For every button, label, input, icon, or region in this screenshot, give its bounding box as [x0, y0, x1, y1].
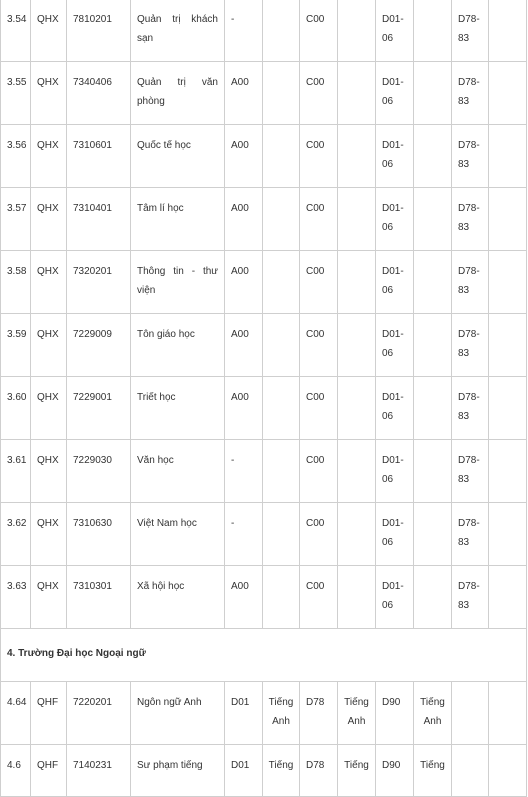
table-row — [1, 125, 527, 188]
combo-4-cell: D78-83 — [452, 440, 489, 503]
combo-3-cell: D90 — [376, 682, 414, 745]
major-name-cell: Việt Nam học — [131, 503, 225, 566]
combo-4-cell: D78-83 — [452, 377, 489, 440]
combo-2-cell: C00 — [300, 377, 338, 440]
combo-2-subject-cell — [338, 566, 376, 629]
major-code-cell: 7310601 — [67, 125, 131, 188]
combo-1-cell: A00 — [225, 251, 263, 314]
combo-2-cell: C00 — [300, 188, 338, 251]
empty-cell — [489, 188, 527, 251]
combo-3-cell: D01-06 — [376, 188, 414, 251]
empty-cell — [489, 566, 527, 629]
unit-cell: QHX — [31, 314, 67, 377]
combo-3-cell: D90 — [376, 745, 414, 797]
combo-3-subject-cell — [414, 440, 452, 503]
major-code-cell: 7229009 — [67, 314, 131, 377]
table-body-section — [1, 629, 527, 682]
combo-1-cell: A00 — [225, 62, 263, 125]
stt-cell: 3.59 — [1, 314, 31, 377]
combo-1-subject-cell — [263, 62, 300, 125]
combo-1-cell: D01 — [225, 682, 263, 745]
combo-2-cell: C00 — [300, 0, 338, 62]
stt-cell: 3.61 — [1, 440, 31, 503]
combo-3-subject-cell — [414, 0, 452, 62]
combo-1-cell: A00 — [225, 566, 263, 629]
table-row — [1, 314, 527, 377]
table-row — [1, 188, 527, 251]
combo-2-subject-cell — [338, 314, 376, 377]
unit-cell: QHX — [31, 503, 67, 566]
combo-3-subject-cell — [414, 503, 452, 566]
combo-1-subject-cell — [263, 251, 300, 314]
combo-2-cell: D78 — [300, 745, 338, 797]
unit-cell: QHX — [31, 0, 67, 62]
stt-cell: 3.55 — [1, 62, 31, 125]
combo-1-subject-cell — [263, 503, 300, 566]
combo-3-subject-cell — [414, 62, 452, 125]
empty-cell — [489, 682, 527, 745]
combo-3-cell: D01-06 — [376, 314, 414, 377]
combo-1-subject-cell — [263, 440, 300, 503]
combo-4-cell: D78-83 — [452, 314, 489, 377]
combo-3-cell: D01-06 — [376, 125, 414, 188]
stt-cell: 3.62 — [1, 503, 31, 566]
empty-cell — [489, 314, 527, 377]
unit-cell: QHX — [31, 377, 67, 440]
empty-cell — [489, 377, 527, 440]
combo-1-cell: - — [225, 503, 263, 566]
combo-3-cell: D01-06 — [376, 440, 414, 503]
combo-3-cell: D01-06 — [376, 0, 414, 62]
combo-1-subject-cell — [263, 314, 300, 377]
combo-2-cell: C00 — [300, 503, 338, 566]
stt-cell: 4.64 — [1, 682, 31, 745]
major-name-cell: Tôn giáo học — [131, 314, 225, 377]
major-code-cell: 7220201 — [67, 682, 131, 745]
major-name-cell: Quốc tế học — [131, 125, 225, 188]
section-title: 4. Trường Đại học Ngoại ngữ — [1, 629, 527, 682]
combo-2-subject-cell — [338, 62, 376, 125]
combo-2-cell: C00 — [300, 314, 338, 377]
major-name-cell: Triết học — [131, 377, 225, 440]
major-name-cell: Quản trị văn phòng — [131, 62, 225, 125]
table-row — [1, 566, 527, 629]
combo-4-cell: D78-83 — [452, 503, 489, 566]
combo-2-cell: C00 — [300, 440, 338, 503]
combo-3-cell: D01-06 — [376, 377, 414, 440]
major-code-cell: 7310301 — [67, 566, 131, 629]
combo-2-cell: C00 — [300, 125, 338, 188]
combo-1-cell: A00 — [225, 314, 263, 377]
combo-2-subject-cell: Tiếng — [338, 745, 376, 797]
major-name-cell: Văn học — [131, 440, 225, 503]
unit-cell: QHX — [31, 62, 67, 125]
combo-1-subject-cell: Tiếng — [263, 745, 300, 797]
table-row — [1, 503, 527, 566]
table-row — [1, 745, 527, 797]
combo-2-cell: C00 — [300, 251, 338, 314]
table-row — [1, 682, 527, 745]
combo-3-cell: D01-06 — [376, 566, 414, 629]
stt-cell: 3.63 — [1, 566, 31, 629]
unit-cell: QHX — [31, 125, 67, 188]
combo-4-cell: D78-83 — [452, 188, 489, 251]
combo-3-subject-cell: Tiếng Anh — [414, 682, 452, 745]
major-code-cell: 7340406 — [67, 62, 131, 125]
combo-4-cell — [452, 682, 489, 745]
combo-1-cell: A00 — [225, 125, 263, 188]
combo-1-subject-cell — [263, 188, 300, 251]
combo-2-subject-cell — [338, 251, 376, 314]
combo-4-cell: D78-83 — [452, 566, 489, 629]
combo-3-subject-cell — [414, 188, 452, 251]
table-body-bottom — [1, 682, 527, 797]
combo-1-subject-cell — [263, 0, 300, 62]
combo-2-subject-cell — [338, 188, 376, 251]
combo-4-cell — [452, 745, 489, 797]
major-code-cell: 7229001 — [67, 377, 131, 440]
combo-2-subject-cell — [338, 503, 376, 566]
empty-cell — [489, 251, 527, 314]
stt-cell: 3.58 — [1, 251, 31, 314]
combo-3-cell: D01-06 — [376, 503, 414, 566]
empty-cell — [489, 503, 527, 566]
major-name-cell: Quản trị khách sạn — [131, 0, 225, 62]
empty-cell — [489, 125, 527, 188]
combo-4-cell: D78-83 — [452, 251, 489, 314]
combo-3-cell: D01-06 — [376, 62, 414, 125]
stt-cell: 3.57 — [1, 188, 31, 251]
unit-cell: QHX — [31, 566, 67, 629]
unit-cell: QHX — [31, 440, 67, 503]
table-row — [1, 251, 527, 314]
empty-cell — [489, 62, 527, 125]
combo-3-subject-cell — [414, 125, 452, 188]
combo-4-cell: D78-83 — [452, 0, 489, 62]
combo-1-subject-cell: Tiếng Anh — [263, 682, 300, 745]
major-name-cell: Thông tin - thư viện — [131, 251, 225, 314]
combo-3-subject-cell — [414, 314, 452, 377]
combo-1-subject-cell — [263, 377, 300, 440]
major-code-cell: 7140231 — [67, 745, 131, 797]
stt-cell: 4.6 — [1, 745, 31, 797]
empty-cell — [489, 440, 527, 503]
unit-cell: QHF — [31, 745, 67, 797]
major-name-cell: Tâm lí học — [131, 188, 225, 251]
empty-cell — [489, 0, 527, 62]
combo-3-subject-cell — [414, 566, 452, 629]
major-code-cell: 7310401 — [67, 188, 131, 251]
combo-2-cell: C00 — [300, 62, 338, 125]
stt-cell: 3.56 — [1, 125, 31, 188]
combo-1-cell: D01 — [225, 745, 263, 797]
combo-1-cell: A00 — [225, 188, 263, 251]
major-code-cell: 7310630 — [67, 503, 131, 566]
empty-cell — [489, 745, 527, 797]
combo-4-cell: D78-83 — [452, 125, 489, 188]
combo-1-subject-cell — [263, 566, 300, 629]
table-row — [1, 0, 527, 62]
table-row — [1, 62, 527, 125]
section-row — [1, 629, 527, 682]
unit-cell: QHX — [31, 251, 67, 314]
combo-1-cell: A00 — [225, 377, 263, 440]
combo-2-subject-cell — [338, 0, 376, 62]
major-name-cell: Ngôn ngữ Anh — [131, 682, 225, 745]
combo-3-subject-cell — [414, 377, 452, 440]
combo-2-subject-cell — [338, 125, 376, 188]
combo-2-subject-cell: Tiếng Anh — [338, 682, 376, 745]
table-body-top — [1, 0, 527, 629]
combo-3-cell: D01-06 — [376, 251, 414, 314]
combo-1-subject-cell — [263, 125, 300, 188]
major-code-cell: 7229030 — [67, 440, 131, 503]
table-row — [1, 440, 527, 503]
stt-cell: 3.54 — [1, 0, 31, 62]
combo-2-cell: C00 — [300, 566, 338, 629]
combo-4-cell: D78-83 — [452, 62, 489, 125]
major-code-cell: 7810201 — [67, 0, 131, 62]
major-code-cell: 7320201 — [67, 251, 131, 314]
stt-cell: 3.60 — [1, 377, 31, 440]
unit-cell: QHX — [31, 188, 67, 251]
combo-2-cell: D78 — [300, 682, 338, 745]
combo-1-cell: - — [225, 440, 263, 503]
major-name-cell: Sư phạm tiếng — [131, 745, 225, 797]
table-row — [1, 377, 527, 440]
combo-1-cell: - — [225, 0, 263, 62]
combo-3-subject-cell — [414, 251, 452, 314]
major-name-cell: Xã hội học — [131, 566, 225, 629]
unit-cell: QHF — [31, 682, 67, 745]
combo-2-subject-cell — [338, 440, 376, 503]
combo-3-subject-cell: Tiếng — [414, 745, 452, 797]
combo-2-subject-cell — [338, 377, 376, 440]
